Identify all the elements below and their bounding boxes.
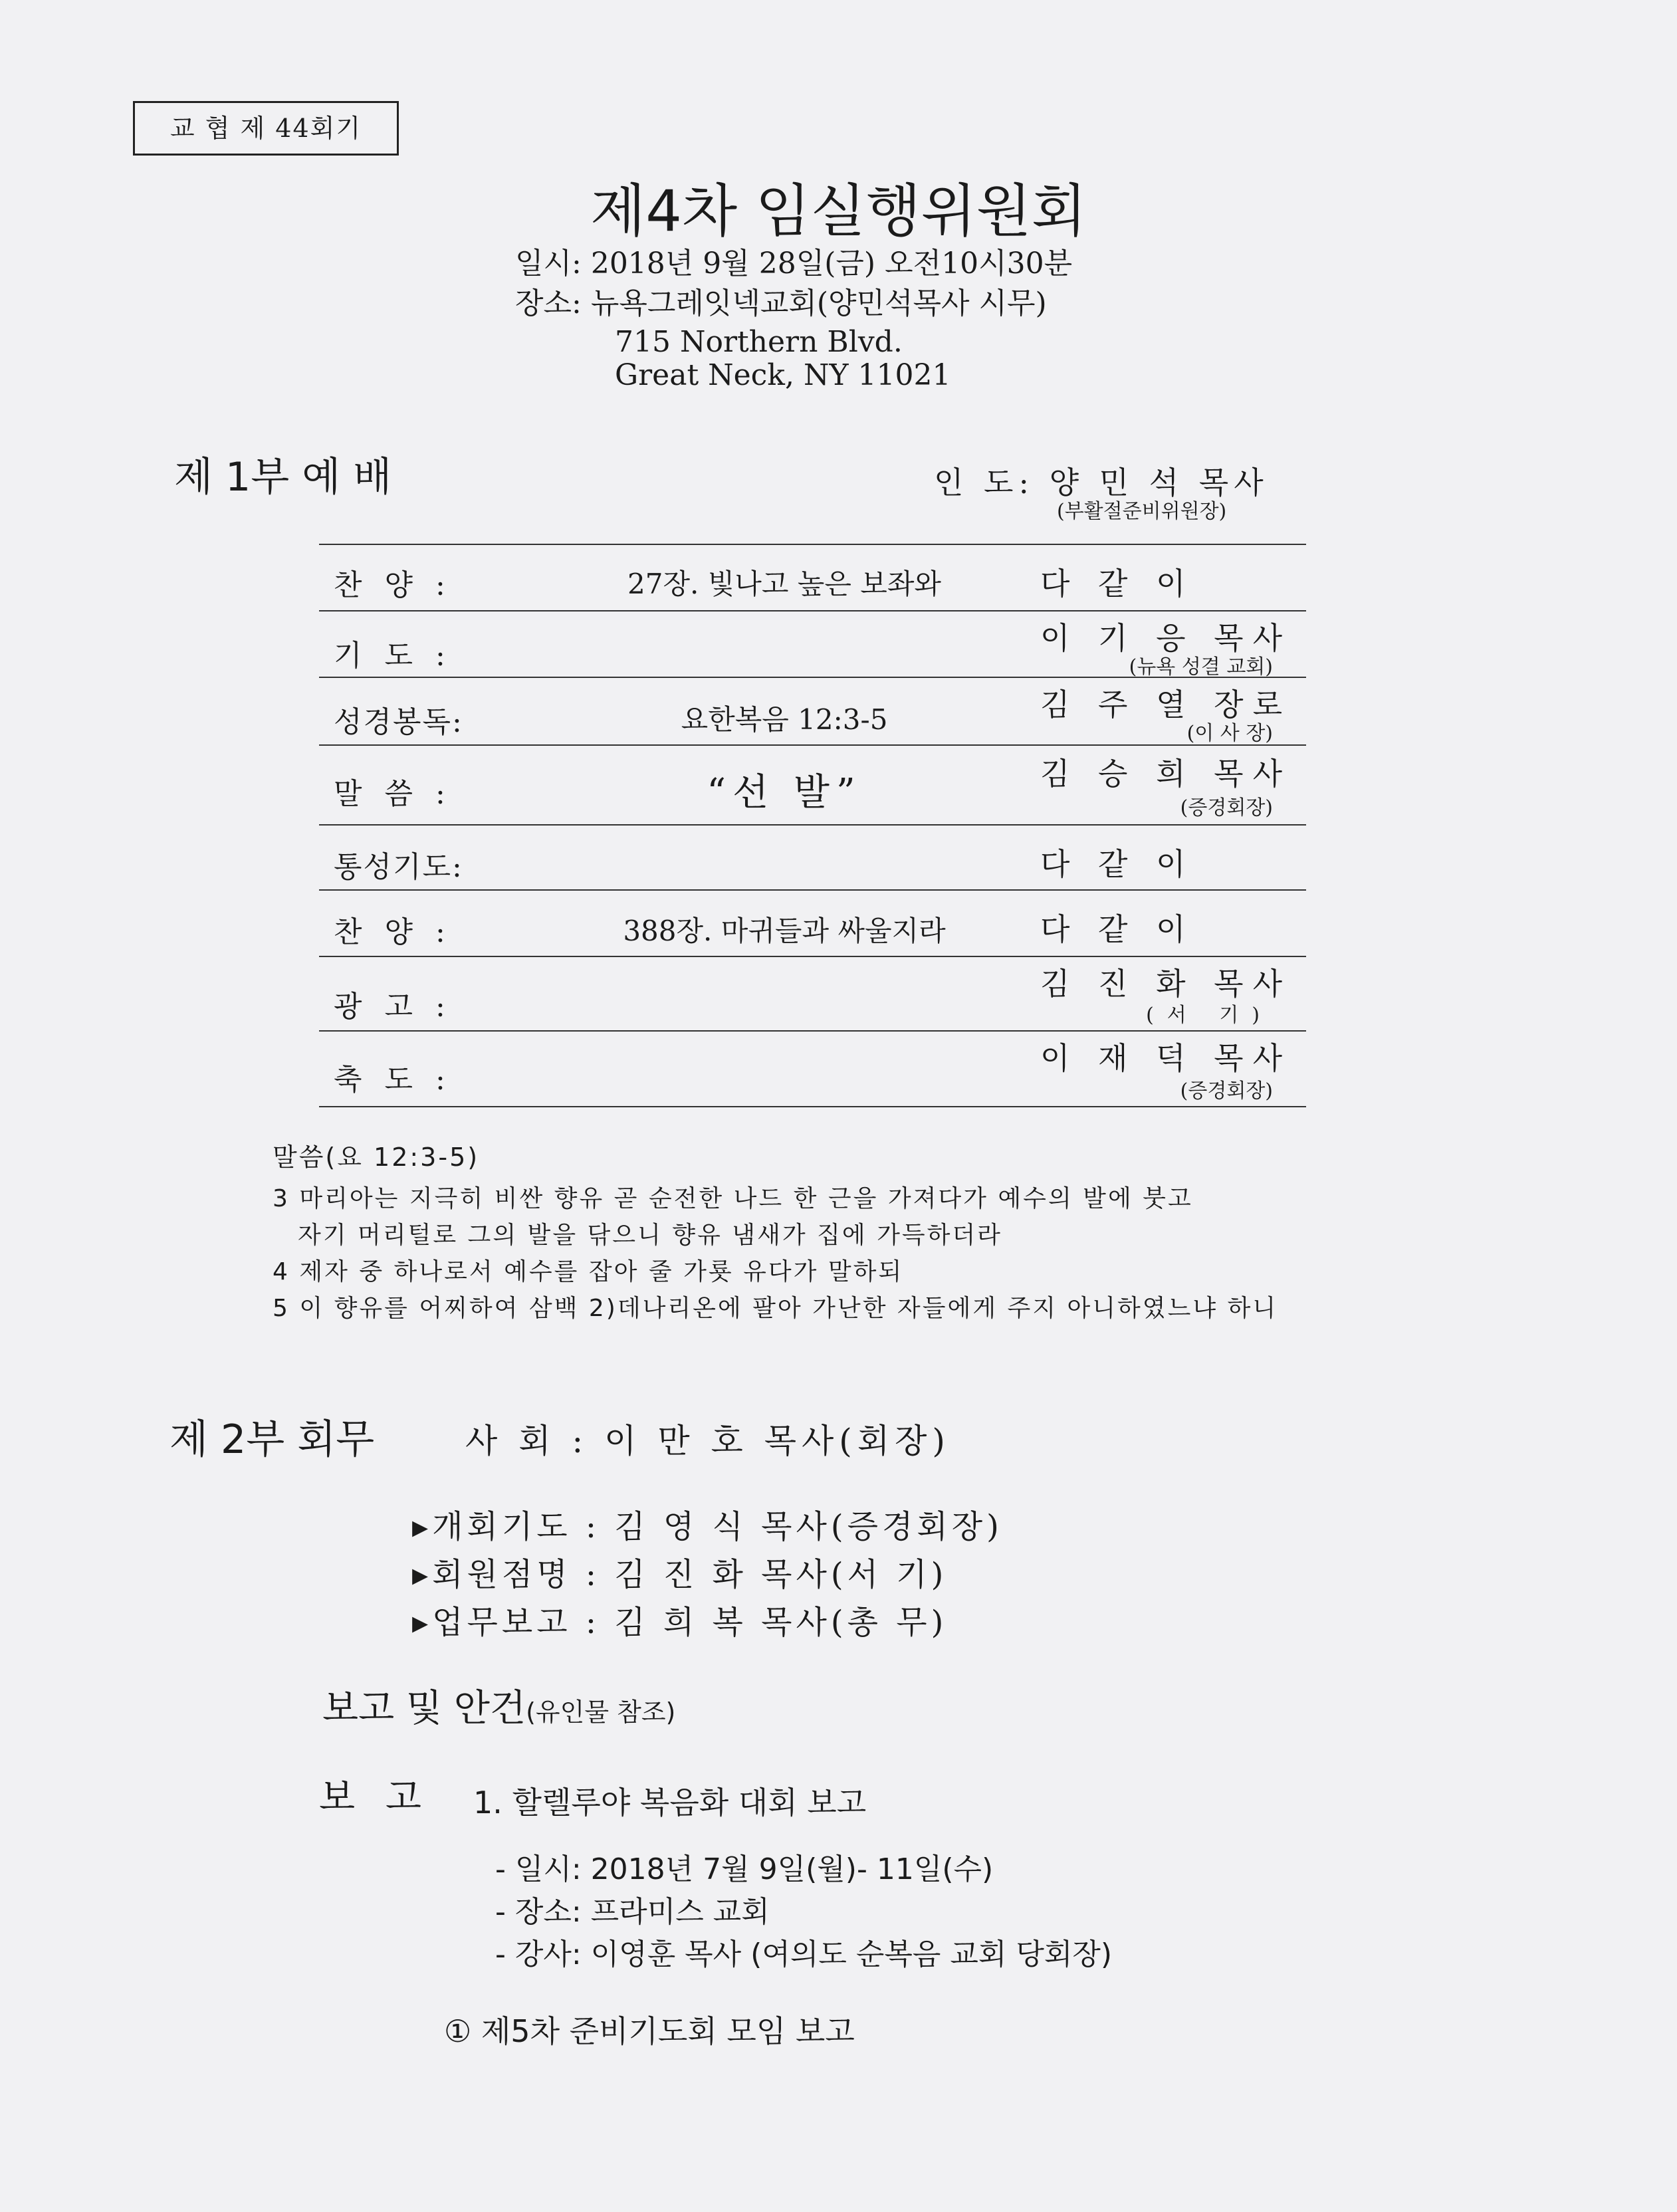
agenda-business-report: ▸업무보고 : 김 희 복 목사(총 무) — [412, 1604, 948, 1641]
row-role: (증경회장) — [1180, 796, 1273, 820]
agenda-roll-call: ▸회원점명 : 김 진 화 목사(서 기) — [412, 1556, 948, 1593]
row-label: 찬 양 : — [334, 568, 452, 602]
worship-leader-role: (부활절준비위원장) — [1057, 500, 1227, 523]
report-date: - 일시: 2018년 7월 9일(월)- 11일(수) — [495, 1852, 994, 1886]
table-row — [319, 889, 1306, 957]
table-row — [319, 677, 1306, 746]
meeting-chair: 사 회 : 이 만 호 목사(회장) — [465, 1422, 950, 1460]
meeting-date: 일시: 2018년 9월 28일(금) 오전10시30분 — [515, 247, 1073, 280]
row-content: “선 발” — [707, 771, 862, 814]
row-content: 388장. 마귀들과 싸울지라 — [623, 915, 946, 947]
row-label: 말 씀 : — [334, 777, 452, 811]
row-person: 김 진 화 목사 — [1040, 966, 1292, 1002]
part1-heading: 제 1부 예 배 — [174, 454, 392, 500]
report-item-1: 1. 할렐루야 복음화 대회 보고 — [473, 1785, 867, 1821]
scripture-verse: 4 제자 중 하나로서 예수를 잡아 줄 가룟 유다가 말하되 — [273, 1258, 904, 1285]
row-person: 이 재 덕 목사 — [1040, 1040, 1292, 1076]
row-person: 이 기 응 목사 — [1040, 620, 1292, 656]
row-label: 찬 양 : — [334, 915, 452, 949]
report-label: 보 고 — [319, 1776, 431, 1819]
address-line-1: 715 Northern Blvd. — [615, 325, 903, 359]
table-row — [319, 1030, 1306, 1107]
row-person: 김 주 열 장로 — [1040, 687, 1292, 722]
table-row — [319, 824, 1306, 891]
scripture-reference: 말씀(요 12:3-5) — [273, 1143, 480, 1172]
scripture-verse: 3 마리아는 지극히 비싼 향유 곧 순전한 나드 한 근을 가져다가 예수의 발에 붓고 — [273, 1185, 1193, 1212]
row-label: 성경봉독: — [334, 705, 463, 739]
reports-heading-note: (유인물 참조) — [526, 1698, 676, 1727]
row-content: 요한복음 12:3-5 — [681, 703, 888, 736]
agenda-opening-prayer: ▸개회기도 : 김 영 식 목사(증경회장) — [412, 1508, 1003, 1545]
reports-heading — [322, 1679, 675, 1732]
row-person: 다 같 이 — [1040, 566, 1195, 602]
scripture-verse: 5 이 향유를 어찌하여 삼백 2)데나리온에 팔아 가난한 자들에게 주지 아니하였느냐 하니 — [273, 1295, 1278, 1322]
report-speaker: - 강사: 이영훈 목사 (여의도 순복음 교회 당회장) — [495, 1937, 1113, 1971]
report-place: - 장소: 프라미스 교회 — [495, 1895, 770, 1929]
row-person: 다 같 이 — [1040, 846, 1195, 882]
row-role: (뉴욕 성결 교회) — [1129, 655, 1273, 679]
table-row — [319, 544, 1306, 611]
part2-heading: 제 2부 회무 — [169, 1416, 375, 1463]
table-row — [319, 956, 1306, 1032]
row-role: (서 기) — [1146, 1004, 1273, 1027]
row-label: 통성기도: — [334, 850, 463, 884]
row-label: 광 고 : — [334, 990, 452, 1024]
row-content: 27장. 빛나고 높은 보좌와 — [627, 568, 941, 600]
row-role: (이 사 장) — [1186, 722, 1273, 745]
table-row — [319, 610, 1306, 678]
row-label: 축 도 : — [334, 1063, 452, 1097]
scripture-verse: 자기 머리털로 그의 발을 닦으니 향유 냄새가 집에 가득하더라 — [298, 1222, 1002, 1249]
document-title: 제4차 임실행위원회 — [590, 178, 1087, 245]
report-sub-item: ① 제5차 준비기도회 모임 보고 — [444, 2013, 855, 2049]
reports-heading-text: 보고 및 안건 — [322, 1687, 526, 1730]
session-badge: 교 협 제 44회기 — [133, 101, 399, 156]
row-person: 김 승 희 목사 — [1040, 756, 1292, 792]
row-role: (증경회장) — [1180, 1079, 1273, 1103]
table-row — [319, 744, 1306, 826]
row-label: 기 도 : — [334, 639, 452, 673]
row-person: 다 같 이 — [1040, 911, 1195, 947]
meeting-place: 장소: 뉴욕그레잇넥교회(양민석목사 시무) — [515, 286, 1047, 320]
address-line-2: Great Neck, NY 11021 — [615, 358, 951, 392]
worship-leader: 인 도: 양 민 석 목사 — [934, 465, 1269, 500]
